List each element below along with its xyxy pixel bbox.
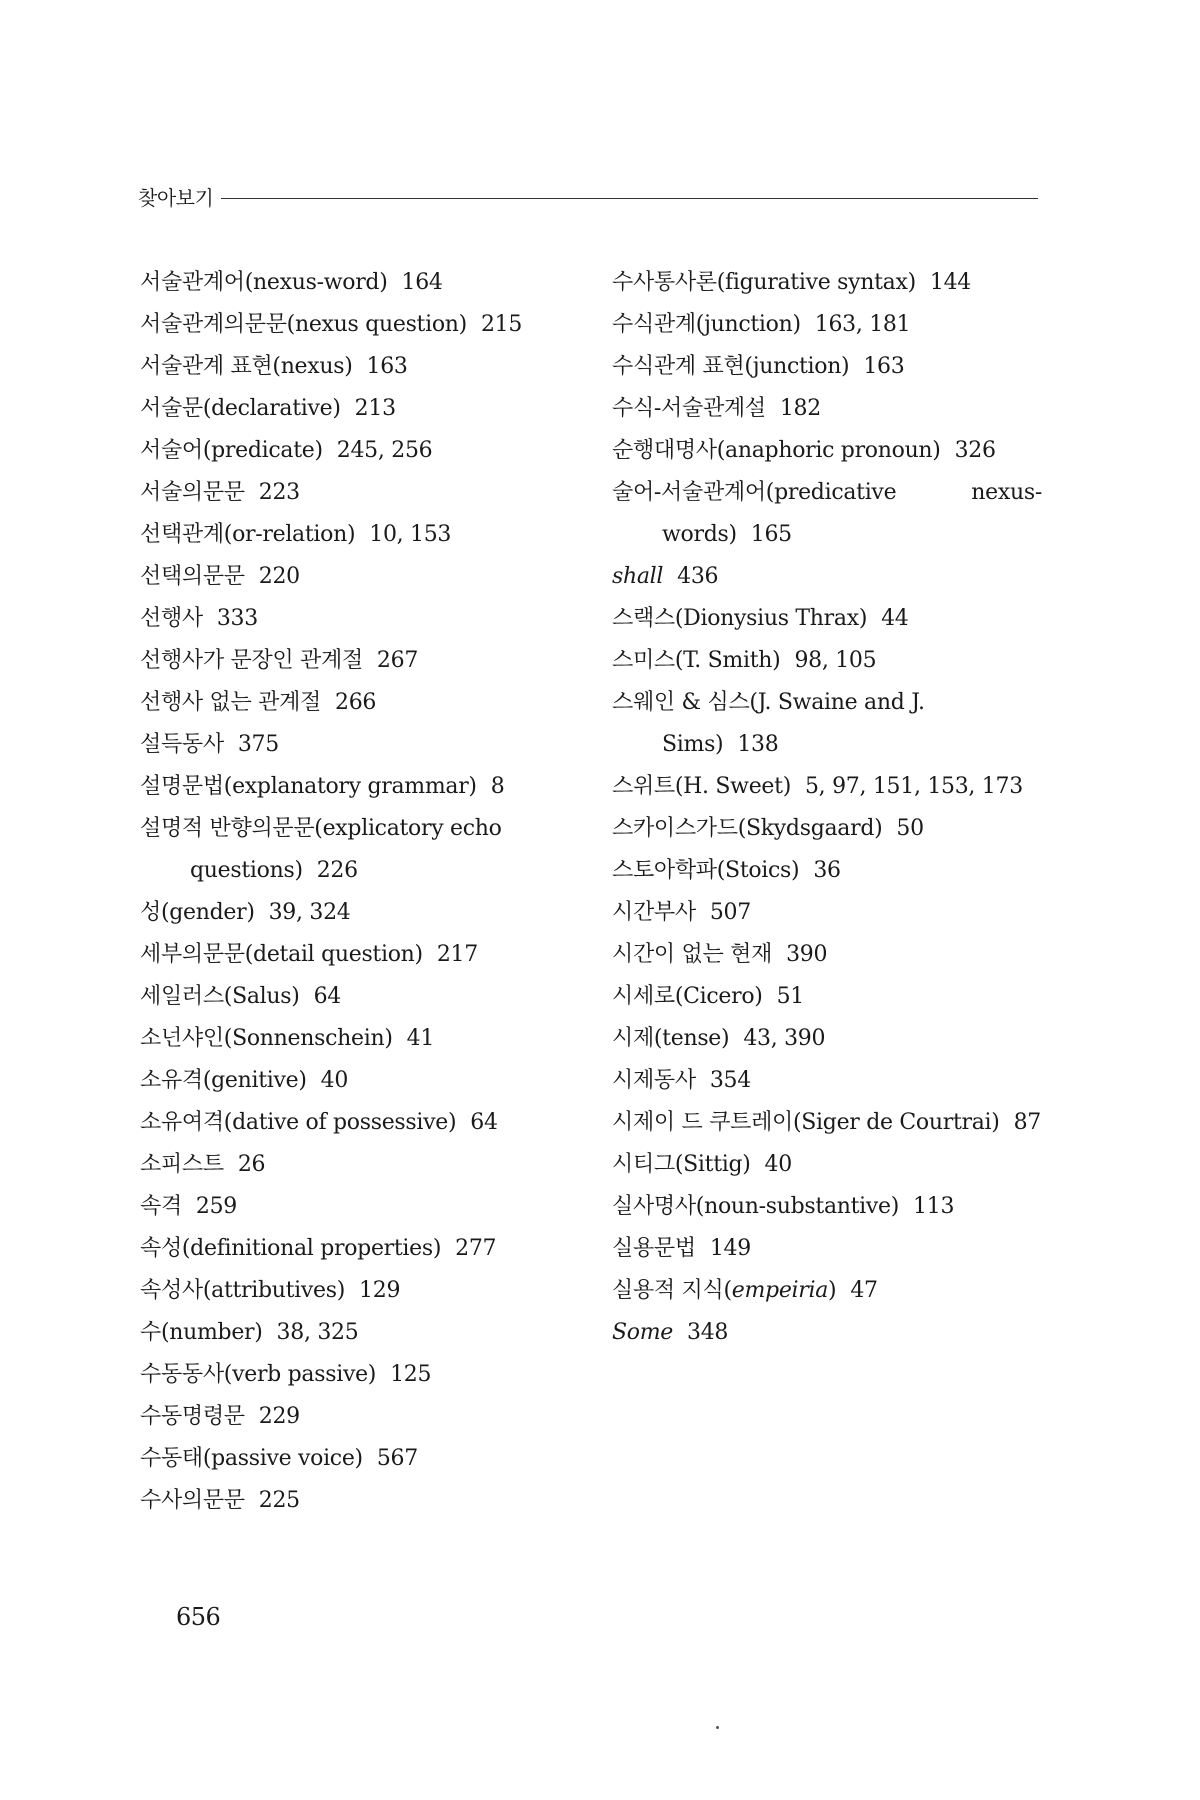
index-pages: 98, 105 xyxy=(794,648,877,673)
index-pages: 125 xyxy=(390,1362,432,1387)
index-term: 스위트(H. Sweet) xyxy=(612,774,791,799)
index-pages: 44 xyxy=(881,606,909,631)
index-pages: 267 xyxy=(376,648,419,673)
index-pages: 266 xyxy=(335,690,377,715)
index-entry xyxy=(140,388,570,430)
index-entry xyxy=(612,1270,1042,1312)
index-pages: 229 xyxy=(258,1404,300,1429)
index-term: 서술의문문 xyxy=(140,480,245,505)
index-pages: 149 xyxy=(709,1236,751,1261)
index-pages: 333 xyxy=(216,606,258,631)
index-term: 소유여격(dative of possessive) xyxy=(140,1110,457,1135)
index-term: 수식관계 표현(junction) xyxy=(612,354,850,379)
index-pages: 215 xyxy=(480,312,523,337)
index-entry xyxy=(140,1228,570,1270)
index-pages: 245, 256 xyxy=(336,438,433,463)
index-pages: 226 xyxy=(316,858,358,883)
index-pages: 144 xyxy=(929,270,971,295)
index-pages: 163 xyxy=(863,354,905,379)
index-entry xyxy=(140,934,570,976)
index-pages: 163, 181 xyxy=(814,312,911,337)
index-pages: 220 xyxy=(258,564,300,589)
index-pages: 348 xyxy=(687,1320,729,1345)
index-term: 소넌샤인(Sonnenschein) xyxy=(140,1026,393,1051)
index-pages: 51 xyxy=(776,984,805,1009)
index-entry xyxy=(612,850,1042,892)
index-pages: 40 xyxy=(764,1152,792,1177)
index-term: 선행사 xyxy=(140,606,203,631)
index-pages: 50 xyxy=(896,816,924,841)
index-pages: 165 xyxy=(750,522,792,547)
index-pages: 36 xyxy=(813,858,841,883)
index-entry xyxy=(140,1018,570,1060)
index-entry xyxy=(140,346,570,388)
index-term: 서술관계 표현(nexus) xyxy=(140,354,353,379)
running-header-title: 찾아보기 xyxy=(138,186,214,210)
index-column-left xyxy=(140,262,570,1522)
index-term: 서술문(declarative) xyxy=(140,396,341,421)
index-entry xyxy=(140,976,570,1018)
index-entry xyxy=(612,262,1042,304)
index-pages: 38, 325 xyxy=(276,1320,359,1345)
index-entry xyxy=(140,430,570,472)
index-term: 시제(tense) xyxy=(612,1026,730,1051)
index-pages: 259 xyxy=(195,1194,237,1219)
index-entry xyxy=(612,1018,1042,1060)
index-term: 선행사 없는 관계절 xyxy=(140,690,322,715)
index-entry xyxy=(140,808,570,892)
index-entry xyxy=(140,1102,570,1144)
header-rule xyxy=(221,198,1038,199)
index-entry xyxy=(140,1144,570,1186)
index-pages: 64 xyxy=(313,984,341,1009)
index-term: 설득동사 xyxy=(140,732,224,757)
index-term: 속성(definitional properties) xyxy=(140,1236,442,1261)
index-pages: 225 xyxy=(258,1488,300,1513)
index-entry xyxy=(140,514,570,556)
index-term: 서술어(predicate) xyxy=(140,438,323,463)
index-term: 술어-서술관계어(predicative nexus-words) xyxy=(612,480,1042,547)
index-pages: 163 xyxy=(366,354,408,379)
index-entry xyxy=(612,892,1042,934)
index-term: 시세로(Cicero) xyxy=(612,984,763,1009)
index-term: 실사명사(noun-substantive) xyxy=(612,1194,900,1219)
index-term-suffix: ) xyxy=(828,1278,837,1303)
index-pages: 41 xyxy=(406,1026,435,1051)
index-term: 수식관계(junction) xyxy=(612,312,801,337)
index-term: 스웨인 & 심스(J. Swaine and J. Sims) xyxy=(612,690,925,757)
index-term: 수동태(passive voice) xyxy=(140,1446,363,1471)
index-entry xyxy=(612,1102,1042,1144)
index-entry xyxy=(140,640,570,682)
index-pages: 5, 97, 151, 153, 173 xyxy=(804,774,1023,799)
index-pages: 354 xyxy=(709,1068,751,1093)
index-term: 순행대명사(anaphoric pronoun) xyxy=(612,438,941,463)
index-pages: 87 xyxy=(1013,1110,1041,1135)
index-entry xyxy=(612,388,1042,430)
index-entry xyxy=(140,1396,570,1438)
index-term: 수사통사론(figurative syntax) xyxy=(612,270,916,295)
index-pages: 8 xyxy=(490,774,505,799)
index-entry xyxy=(140,1312,570,1354)
index-term: 스미스(T. Smith) xyxy=(612,648,781,673)
index-term: 수동명령문 xyxy=(140,1404,245,1429)
index-entry xyxy=(612,304,1042,346)
index-pages: 10, 153 xyxy=(369,522,452,547)
index-entry xyxy=(612,598,1042,640)
index-entry xyxy=(140,724,570,766)
index-term: 설명적 반향의문문(explicatory echo questions) xyxy=(140,816,502,883)
index-pages: 47 xyxy=(850,1278,878,1303)
index-pages: 113 xyxy=(913,1194,955,1219)
index-pages: 129 xyxy=(359,1278,401,1303)
index-entry xyxy=(612,556,1042,598)
index-pages: 40 xyxy=(320,1068,349,1093)
index-term: 시간부사 xyxy=(612,900,696,925)
index-pages: 567 xyxy=(376,1446,418,1471)
index-column-right xyxy=(612,262,1042,1354)
index-term: 설명문법(explanatory grammar) xyxy=(140,774,477,799)
index-term: 시제이 드 쿠트레이(Siger de Courtrai) xyxy=(612,1110,1000,1135)
index-entry xyxy=(612,682,1042,766)
index-pages: 375 xyxy=(237,732,279,757)
scan-speck xyxy=(716,1726,719,1729)
index-pages: 390 xyxy=(786,942,828,967)
index-entry xyxy=(612,640,1042,682)
index-term: 실용문법 xyxy=(612,1236,696,1261)
index-entry xyxy=(612,472,1042,556)
index-entry xyxy=(140,1186,570,1228)
index-pages: 39, 324 xyxy=(268,900,351,925)
index-term: 수(number) xyxy=(140,1320,263,1345)
index-entry xyxy=(140,1060,570,1102)
index-entry xyxy=(140,892,570,934)
index-pages: 138 xyxy=(737,732,779,757)
index-pages: 436 xyxy=(677,564,719,589)
index-term: 속성사(attributives) xyxy=(140,1278,346,1303)
index-entry xyxy=(612,1144,1042,1186)
index-term: Some xyxy=(612,1320,673,1345)
index-term: 속격 xyxy=(140,1194,182,1219)
index-pages: 64 xyxy=(470,1110,498,1135)
index-entry xyxy=(140,556,570,598)
index-entry xyxy=(612,346,1042,388)
index-pages: 182 xyxy=(779,396,821,421)
index-term: 스랙스(Dionysius Thrax) xyxy=(612,606,868,631)
index-entry xyxy=(140,1438,570,1480)
index-term: 선택의문문 xyxy=(140,564,245,589)
index-term: 수사의문문 xyxy=(140,1488,245,1513)
index-entry xyxy=(612,1228,1042,1270)
index-term: 성(gender) xyxy=(140,900,255,925)
index-term: 시간이 없는 현재 xyxy=(612,942,773,967)
index-entry xyxy=(140,304,570,346)
index-pages: 164 xyxy=(401,270,443,295)
index-entry xyxy=(612,808,1042,850)
index-entry xyxy=(140,766,570,808)
index-pages: 213 xyxy=(354,396,396,421)
index-entry xyxy=(612,430,1042,472)
index-term: 수식-서술관계설 xyxy=(612,396,766,421)
index-pages: 43, 390 xyxy=(743,1026,826,1051)
index-entry xyxy=(612,1186,1042,1228)
index-pages: 277 xyxy=(455,1236,497,1261)
index-term-italic: empeiria xyxy=(731,1278,829,1303)
index-term-prefix: 실용적 지식( xyxy=(612,1278,732,1303)
index-entry xyxy=(140,682,570,724)
index-term: 서술관계의문문(nexus question) xyxy=(140,312,467,337)
index-term: 수동동사(verb passive) xyxy=(140,1362,377,1387)
index-pages: 223 xyxy=(258,480,300,505)
index-term: 스토아학파(Stoics) xyxy=(612,858,800,883)
index-pages: 507 xyxy=(709,900,751,925)
page-number: 656 xyxy=(176,1603,221,1631)
index-term: 시제동사 xyxy=(612,1068,696,1093)
index-entry xyxy=(612,1312,1042,1354)
running-header xyxy=(138,182,1038,211)
index-pages: 217 xyxy=(436,942,478,967)
index-term: 세일러스(Salus) xyxy=(140,984,300,1009)
index-entry xyxy=(612,1060,1042,1102)
index-term: 소피스트 xyxy=(140,1152,224,1177)
index-entry xyxy=(140,472,570,514)
index-term: 선행사가 문장인 관계절 xyxy=(140,648,363,673)
index-entry xyxy=(612,766,1042,808)
index-term: 스카이스가드(Skydsgaard) xyxy=(612,816,883,841)
index-entry xyxy=(140,598,570,640)
index-term: shall xyxy=(612,564,664,589)
index-entry xyxy=(140,262,570,304)
index-entry xyxy=(612,934,1042,976)
index-entry xyxy=(140,1480,570,1522)
index-term: 세부의문문(detail question) xyxy=(140,942,423,967)
index-entry xyxy=(140,1270,570,1312)
index-term: 소유격(genitive) xyxy=(140,1068,307,1093)
index-pages: 326 xyxy=(954,438,996,463)
index-pages: 26 xyxy=(237,1152,266,1177)
index-entry xyxy=(612,976,1042,1018)
index-term: 선택관계(or-relation) xyxy=(140,522,356,547)
index-term: 서술관계어(nexus-word) xyxy=(140,270,388,295)
index-entry xyxy=(140,1354,570,1396)
index-term: 시티그(Sittig) xyxy=(612,1152,751,1177)
